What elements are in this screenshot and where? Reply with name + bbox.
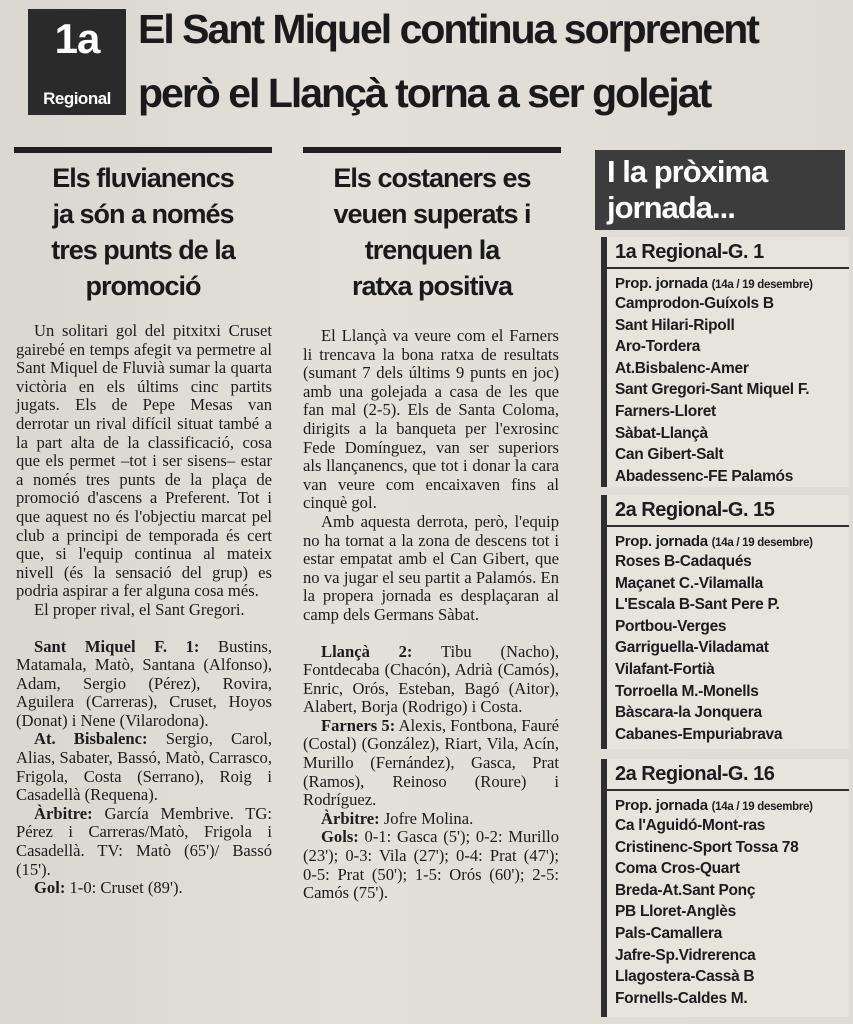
fixture-item: Pals-Camallera: [615, 924, 722, 942]
group-title: 2a Regional-G. 15: [607, 495, 849, 527]
column2-heading: [303, 160, 561, 304]
fixture-item: Farners-Lloret: [615, 402, 716, 420]
fixture-item: Llagostera-Cassà B: [615, 968, 755, 986]
fixture-item: Portbou-Verges: [615, 617, 727, 635]
fixture-item: Garriguella-Viladamat: [615, 639, 769, 657]
lineup-home-label: Llançà 2:: [321, 641, 413, 661]
fixture-item: PB Lloret-Anglès: [615, 903, 736, 921]
article-paragraph: Amb aquesta derrota, però, l'equip no ha tornat a la zona de descens tot i estar empatat amb el Can Gibert, que no va jugar el seu partit a Palamós. En la propera jornada es desplaçaran al camp dels Germans Sàbat.: [303, 511, 559, 624]
next-round-label: Prop. jornada (14a / 19 desembre): [615, 533, 813, 550]
fixture-item: Roses B-Cadaqués: [615, 553, 752, 570]
section-badge: [28, 9, 126, 115]
article-paragraph: El Llançà va veure com el Farners li trencava la bona ratxa de resultats (sumant 7 dels últims 9 punts en joc) amb una golejada a casa de les que fan mal (2-5). Els de Santa Coloma, dirigits a la banqueta per l'exrosinc Fede Domínguez, van ser superiors als llançanencs, que tot i donar la cara van veure com encaixaven fins al cinquè gol.: [303, 326, 559, 513]
column2-heading-line: Els costaners es: [333, 163, 531, 193]
sidebar-heading-line1: I la pròxima: [607, 154, 768, 189]
lineup-away: [16, 730, 272, 804]
column1-rule: [14, 147, 272, 153]
goals-info: [303, 828, 559, 902]
fixture-group-2: [601, 495, 849, 749]
sidebar-heading: [595, 150, 845, 230]
column1-heading-line: ja són a només: [52, 199, 234, 229]
fixture-item: At.Bisbalenc-Amer: [615, 359, 749, 377]
fixture-item: Fornells-Caldes M.: [615, 989, 748, 1007]
fixture-item: Cristinenc-Sport Tossa 78: [615, 838, 799, 856]
fixture-item: Cabanes-Empuriabrava: [615, 725, 783, 743]
lineup-home-text: Bustins, Matamala, Matò, Santana (Alfonso), Adam, Sergio (Pérez), Rovira, Aguilera (Carreras), Cruset, Hoyos (Donat) i Nene (Vilarodona).: [16, 636, 272, 730]
article-paragraph: El proper rival, el Sant Gregori.: [34, 599, 245, 619]
lineup-away-text: Sergio, Carol, Alias, Sabater, Bassó, Matò, Carrasco, Frigola, Costa (Serrano), Roig i Casadellà (Requena).: [16, 729, 273, 805]
lineup-home: [16, 638, 272, 731]
fixture-group-1: [601, 237, 849, 487]
badge-label: Regional: [43, 89, 111, 108]
column1-heading-line: Els fluvianencs: [52, 163, 234, 193]
column1-heading: [14, 160, 272, 304]
fixture-group-3: [601, 759, 849, 1017]
fixture-item: Breda-At.Sant Ponç: [615, 881, 756, 899]
fixture-item: L'Escala B-Sant Pere P.: [615, 596, 780, 614]
lineup-home-text: Tibu (Nacho), Fontdecaba (Chacón), Adrià (Camós), Enric, Orós, Esteban, Bagó (Aitor), Alabert, Borja (Rodrigo) i Costa.: [303, 641, 559, 717]
column1-heading-line: promoció: [85, 271, 201, 301]
fixture-item: Vilafant-Fortià: [615, 660, 715, 678]
lineup-away: [303, 717, 559, 810]
goals-label: Gol:: [34, 878, 66, 898]
goals-info: [16, 879, 272, 898]
referee-text: Jofre Molina.: [383, 808, 474, 828]
column1-heading-line: tres punts de la: [51, 235, 235, 265]
column1-article: [16, 322, 272, 898]
referee-info: [303, 810, 559, 829]
lineup-home: [303, 643, 559, 717]
fixture-item: Torroella M.-Monells: [615, 682, 759, 700]
fixture-item: Camprodon-Guíxols B: [615, 295, 774, 312]
column2-heading-line: trenquen la: [364, 235, 500, 265]
fixture-item: Maçanet C.-Vilamalla: [615, 574, 763, 592]
fixture-item: Aro-Tordera: [615, 338, 701, 356]
fixture-item: Can Gibert-Salt: [615, 446, 724, 464]
referee-text: García Membrive. TG: Pérez i Carreras/Matò, Frigola i Casadellà. TV: Matò (65')/ Bassó (15').: [16, 803, 272, 879]
column2-article: [303, 327, 559, 903]
lineup-away-label: At. Bisbalenc:: [34, 729, 148, 749]
lineup-home-label: Sant Miquel F. 1:: [34, 636, 200, 656]
fixture-item: Bàscara-la Jonquera: [615, 704, 762, 722]
fixture-item: Sant Hilari-Ripoll: [615, 316, 735, 334]
goals-label: Gols:: [321, 827, 359, 847]
referee-info: [16, 805, 272, 879]
fixture-item: Sant Gregori-Sant Miquel F.: [615, 381, 810, 399]
fixture-item: Jafre-Sp.Vidrerenca: [615, 946, 756, 964]
referee-label: Àrbitre:: [321, 808, 380, 828]
group-title: 1a Regional-G. 1: [607, 237, 849, 269]
goals-text: 1-0: Cruset (89').: [69, 878, 183, 898]
fixture-item: Ca l'Aguidó-Mont-ras: [615, 817, 766, 834]
next-round-label: Prop. jornada (14a / 19 desembre): [615, 797, 813, 814]
group-title: 2a Regional-G. 16: [607, 759, 849, 791]
lineup-away-label: Farners 5:: [321, 715, 396, 735]
lineup-away-text: Alexis, Fontbona, Fauré (Costal) (González), Riart, Vila, Acín, Murillo (Fernández), Gasca, Prat (Ramos), Reinoso (Roure) i Rodríguez.: [303, 715, 559, 810]
headline-line1: El Sant Miquel continua sorprenent: [138, 6, 758, 52]
fixture-item: Coma Cros-Quart: [615, 860, 740, 878]
column2-rule: [303, 147, 561, 153]
column2-heading-line: ratxa positiva: [351, 271, 513, 301]
goals-text: 0-1: Gasca (5'); 0-2: Murillo (23'); 0-3: Vila (27'); 0-4: Prat (47'); 0-5: Prat (50'); 1-5: Orós (60'); 2-5: Camós (75').: [303, 827, 559, 903]
fixture-item: Sàbat-Llançà: [615, 424, 708, 442]
column2-heading-line: veuen superats i: [333, 199, 531, 229]
next-round-label: Prop. jornada (14a / 19 desembre): [615, 275, 813, 292]
article-paragraph: Un solitari gol del pitxitxi Cruset gairebé en temps afegit va permetre al Sant Miquel de Fluvià sumar la quarta victòria en els últims cinc partits jugats. Els de Pepe Mesas van derrotar un rival difícil situat també a la part alta de la classificació, cosa que els permet –tot i ser sisens– estar a només tres punts de la plaça de promoció d'ascens a Preferent. Tot i que aquest no és l'objectiu marcat pel club a principi de temporada és cert que, si l'equip continua al mateix nivell (és la sensació del grup) es podria aspirar a fer alguna cosa més.: [16, 321, 272, 601]
referee-label: Àrbitre:: [34, 803, 93, 823]
badge-number: 1a: [54, 15, 100, 62]
sidebar-heading-line2: jornada...: [607, 190, 735, 225]
fixture-item: Abadessenc-FE Palamós: [615, 467, 794, 485]
headline-line2: però el Llançà torna a ser golejat: [138, 70, 711, 116]
